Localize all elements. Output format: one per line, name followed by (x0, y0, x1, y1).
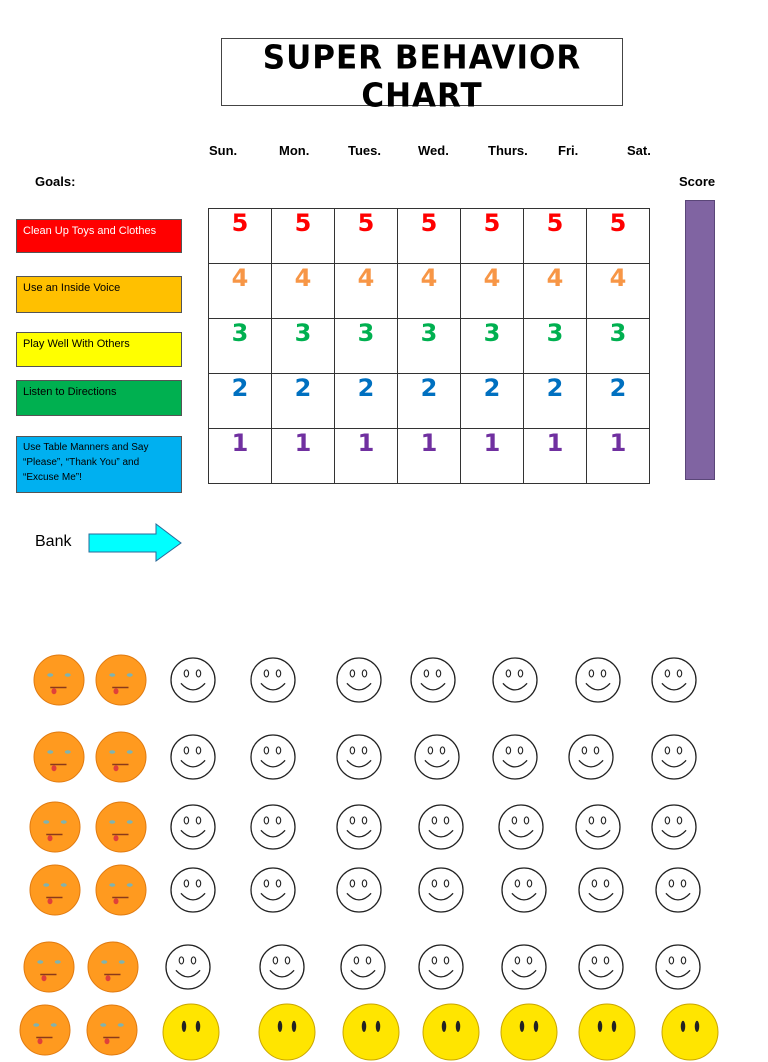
smiley-outline-sticker-icon (650, 733, 698, 781)
behavior-grid (208, 208, 650, 484)
grid-row (209, 209, 650, 264)
score-cell[interactable]: 5 (209, 209, 272, 264)
score-bar (685, 200, 715, 480)
smiley-outline-sticker-icon (339, 943, 387, 991)
goal-item: Use an Inside Voice (16, 276, 182, 313)
score-cell[interactable]: 3 (272, 319, 335, 374)
smiley-outline-sticker-icon (249, 866, 297, 914)
smiley-outline-sticker-icon (654, 866, 702, 914)
score-cell[interactable]: 3 (209, 319, 272, 374)
smiley-outline-sticker-icon (249, 656, 297, 704)
smiley-outline-sticker-icon (650, 656, 698, 704)
orange-face-sticker-icon (32, 653, 86, 707)
score-cell[interactable]: 5 (461, 209, 524, 264)
yellow-smiley-sticker-icon (577, 1002, 637, 1062)
smiley-outline-sticker-icon (497, 803, 545, 851)
smiley-outline-sticker-icon (654, 943, 702, 991)
score-cell[interactable]: 4 (209, 264, 272, 319)
day-header: Mon. (279, 143, 310, 158)
smiley-outline-sticker-icon (169, 733, 217, 781)
smiley-outline-sticker-icon (577, 943, 625, 991)
smiley-outline-sticker-icon (574, 656, 622, 704)
score-cell[interactable]: 5 (587, 209, 650, 264)
score-cell[interactable]: 3 (398, 319, 461, 374)
smiley-outline-sticker-icon (491, 656, 539, 704)
yellow-smiley-sticker-icon (341, 1002, 401, 1062)
bank-arrow-icon (88, 523, 184, 563)
smiley-outline-sticker-icon (491, 733, 539, 781)
day-header: Tues. (348, 143, 381, 158)
orange-face-sticker-icon (94, 863, 148, 917)
score-cell[interactable]: 5 (524, 209, 587, 264)
yellow-smiley-sticker-icon (421, 1002, 481, 1062)
smiley-outline-sticker-icon (413, 733, 461, 781)
orange-face-sticker-icon (18, 1003, 72, 1057)
score-cell[interactable]: 4 (272, 264, 335, 319)
score-cell[interactable]: 5 (335, 209, 398, 264)
score-cell[interactable]: 2 (335, 374, 398, 429)
score-cell[interactable]: 2 (272, 374, 335, 429)
yellow-smiley-sticker-icon (660, 1002, 720, 1062)
smiley-outline-sticker-icon (169, 656, 217, 704)
smiley-outline-sticker-icon (335, 803, 383, 851)
score-cell[interactable]: 4 (335, 264, 398, 319)
orange-face-sticker-icon (28, 863, 82, 917)
smiley-outline-sticker-icon (417, 803, 465, 851)
score-cell[interactable]: 3 (461, 319, 524, 374)
day-header: Sat. (627, 143, 651, 158)
score-cell[interactable]: 3 (335, 319, 398, 374)
smiley-outline-sticker-icon (164, 943, 212, 991)
grid-row (209, 429, 650, 484)
goal-item: Listen to Directions (16, 380, 182, 416)
smiley-outline-sticker-icon (335, 656, 383, 704)
smiley-outline-sticker-icon (500, 866, 548, 914)
page-title: SUPER BEHAVIOR CHART (262, 39, 582, 115)
smiley-outline-sticker-icon (249, 803, 297, 851)
score-cell[interactable]: 4 (524, 264, 587, 319)
goals-label: Goals: (35, 174, 76, 189)
smiley-outline-sticker-icon (335, 866, 383, 914)
score-cell[interactable]: 2 (209, 374, 272, 429)
yellow-smiley-sticker-icon (499, 1002, 559, 1062)
goal-item: Play Well With Others (16, 332, 182, 367)
smiley-outline-sticker-icon (169, 803, 217, 851)
yellow-smiley-sticker-icon (257, 1002, 317, 1062)
orange-face-sticker-icon (94, 800, 148, 854)
smiley-outline-sticker-icon (567, 733, 615, 781)
score-cell[interactable]: 1 (335, 429, 398, 484)
bank-label: Bank (35, 533, 72, 550)
smiley-outline-sticker-icon (577, 866, 625, 914)
score-label: Score (679, 174, 716, 189)
yellow-smiley-sticker-icon (161, 1002, 221, 1062)
smiley-outline-sticker-icon (500, 943, 548, 991)
score-cell[interactable]: 2 (524, 374, 587, 429)
title-box (221, 38, 623, 115)
orange-face-sticker-icon (94, 730, 148, 784)
smiley-outline-sticker-icon (249, 733, 297, 781)
orange-face-sticker-icon (86, 940, 140, 994)
smiley-outline-sticker-icon (417, 866, 465, 914)
goal-item: Clean Up Toys and Clothes (16, 219, 182, 253)
orange-face-sticker-icon (22, 940, 76, 994)
score-cell[interactable]: 1 (461, 429, 524, 484)
grid-row (209, 374, 650, 429)
orange-face-sticker-icon (85, 1003, 139, 1057)
score-cell[interactable]: 4 (461, 264, 524, 319)
score-cell[interactable]: 5 (398, 209, 461, 264)
score-cell[interactable]: 1 (524, 429, 587, 484)
score-cell[interactable]: 2 (587, 374, 650, 429)
orange-face-sticker-icon (94, 653, 148, 707)
score-cell[interactable]: 4 (587, 264, 650, 319)
goal-item: Use Table Manners and Say “Please”, “Thank You” and “Excuse Me”! (16, 436, 182, 493)
orange-face-sticker-icon (32, 730, 86, 784)
day-header: Fri. (558, 143, 579, 158)
score-cell[interactable]: 5 (272, 209, 335, 264)
score-cell[interactable]: 1 (272, 429, 335, 484)
score-cell[interactable]: 1 (209, 429, 272, 484)
score-cell[interactable]: 3 (587, 319, 650, 374)
day-header: Thurs. (488, 143, 528, 158)
day-header: Wed. (418, 143, 449, 158)
score-cell[interactable]: 2 (461, 374, 524, 429)
smiley-outline-sticker-icon (417, 943, 465, 991)
score-cell[interactable]: 3 (524, 319, 587, 374)
day-header: Sun. (209, 143, 238, 158)
smiley-outline-sticker-icon (650, 803, 698, 851)
smiley-outline-sticker-icon (574, 803, 622, 851)
grid-row (209, 264, 650, 319)
grid-row (209, 319, 650, 374)
smiley-outline-sticker-icon (169, 866, 217, 914)
score-cell[interactable]: 2 (398, 374, 461, 429)
score-cell[interactable]: 1 (398, 429, 461, 484)
orange-face-sticker-icon (28, 800, 82, 854)
smiley-outline-sticker-icon (258, 943, 306, 991)
score-cell[interactable]: 1 (587, 429, 650, 484)
score-cell[interactable]: 4 (398, 264, 461, 319)
smiley-outline-sticker-icon (409, 656, 457, 704)
smiley-outline-sticker-icon (335, 733, 383, 781)
